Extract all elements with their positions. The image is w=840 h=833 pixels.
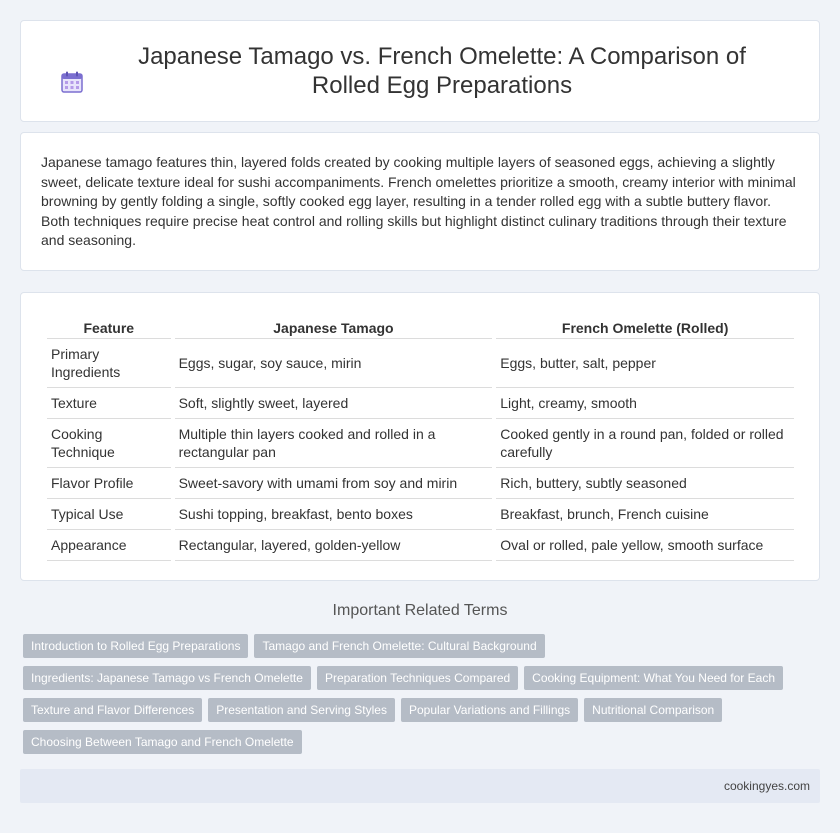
footer-site-link[interactable]: cookingyes.com (723, 779, 810, 793)
omelette-cell: Cooked gently in a round pan, folded or rolled carefully (496, 419, 794, 468)
related-terms-list (23, 634, 803, 762)
page-title: Japanese Tamago vs. French Omelette: A Comparison of Rolled Egg Preparations (138, 43, 746, 99)
related-term-tag[interactable]: Presentation and Serving Styles (208, 698, 395, 722)
intro-card (20, 132, 820, 271)
table-header-row (47, 313, 794, 339)
calendar-icon (60, 70, 84, 94)
related-term-tag[interactable]: Popular Variations and Fillings (401, 698, 578, 722)
feature-cell: Flavor Profile (47, 468, 171, 499)
related-term-tag[interactable]: Preparation Techniques Compared (317, 666, 518, 690)
related-term-tag[interactable]: Nutritional Comparison (584, 698, 722, 722)
tamago-cell: Multiple thin layers cooked and rolled in a rectangular pan (175, 419, 493, 468)
related-terms-title: Important Related Terms (332, 602, 508, 619)
omelette-cell: Breakfast, brunch, French cuisine (496, 499, 794, 530)
footer (20, 769, 820, 803)
tamago-cell: Eggs, sugar, soy sauce, mirin (175, 339, 493, 388)
related-term-tag[interactable]: Ingredients: Japanese Tamago vs French Omelette (23, 666, 311, 690)
header-omelette: French Omelette (Rolled) (496, 313, 794, 339)
comparison-card (20, 292, 820, 581)
comparison-table (43, 313, 798, 561)
tamago-cell: Sweet-savory with umami from soy and mirin (175, 468, 493, 499)
tamago-cell: Sushi topping, breakfast, bento boxes (175, 499, 493, 530)
related-term-tag[interactable]: Cooking Equipment: What You Need for Each (524, 666, 783, 690)
feature-cell: Cooking Technique (47, 419, 171, 468)
related-term-tag[interactable]: Introduction to Rolled Egg Preparations (23, 634, 248, 658)
omelette-cell: Light, creamy, smooth (496, 388, 794, 419)
omelette-cell: Oval or rolled, pale yellow, smooth surface (496, 530, 794, 561)
tamago-cell: Rectangular, layered, golden-yellow (175, 530, 493, 561)
related-term-tag[interactable]: Tamago and French Omelette: Cultural Background (254, 634, 544, 658)
table-row (47, 388, 794, 419)
tamago-cell: Soft, slightly sweet, layered (175, 388, 493, 419)
feature-cell: Texture (47, 388, 171, 419)
table-row (47, 530, 794, 561)
table-row (47, 419, 794, 468)
feature-cell: Primary Ingredients (47, 339, 171, 388)
table-row (47, 468, 794, 499)
related-term-tag[interactable]: Choosing Between Tamago and French Omelette (23, 730, 302, 754)
omelette-cell: Eggs, butter, salt, pepper (496, 339, 794, 388)
related-term-tag[interactable]: Texture and Flavor Differences (23, 698, 202, 722)
header-tamago: Japanese Tamago (175, 313, 493, 339)
title-card (20, 20, 820, 122)
header-feature: Feature (47, 313, 171, 339)
feature-cell: Appearance (47, 530, 171, 561)
table-row (47, 499, 794, 530)
intro-paragraph: Japanese tamago features thin, layered folds created by cooking multiple layers of seasoned eggs, achieving a slightly sweet, delicate texture ideal for sushi accompaniments. French omelettes prioritize a smooth, creamy interior with minimal browning by gently folding a single, softly cooked egg layer, resulting in a tender rolled egg with a subtle buttery flavor. Both techniques require precise heat control and rolling skills but highlight distinct culinary traditions through their texture and seasoning. (41, 154, 796, 249)
table-row (47, 339, 794, 388)
title-wrap (60, 42, 780, 100)
omelette-cell: Rich, buttery, subtly seasoned (496, 468, 794, 499)
feature-cell: Typical Use (47, 499, 171, 530)
